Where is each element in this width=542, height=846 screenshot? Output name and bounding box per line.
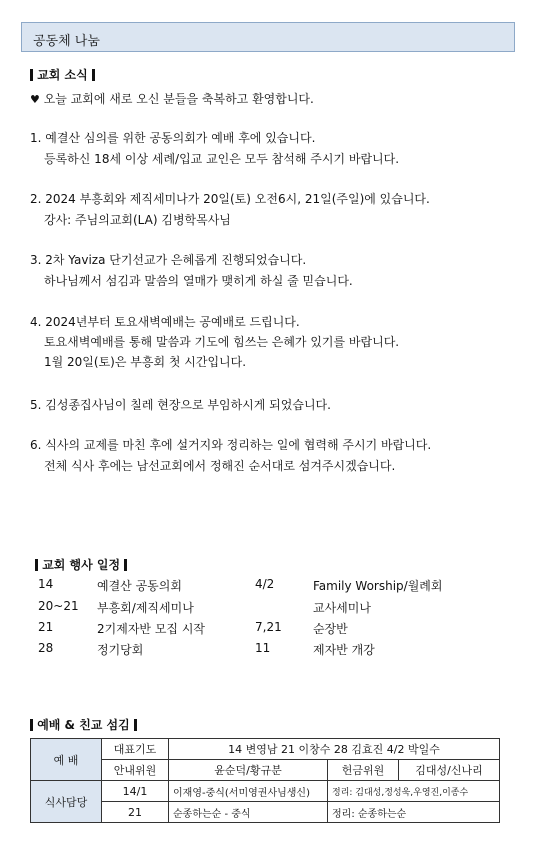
worship-table [30,738,500,823]
meal-date: 21 [102,802,169,823]
news-item-6: 6. 식사의 교제를 마친 후에 설거지와 정리하는 일에 협력해 주시기 바랍니다. [30,438,432,452]
usher-value: 윤순덕/황규분 [169,760,328,781]
news-item-4-detail-2: 1월 20일(토)은 부흥회 첫 시간입니다. [44,355,247,369]
schedule-date: 11 [255,641,271,655]
news-item-1-detail: 등록하신 18세 이상 세례/입교 교인은 모두 참석해 주시기 바랍니다. [44,152,400,166]
offering-label: 헌금위원 [328,760,399,781]
schedule-date: 21 [38,620,54,634]
meal-duty: 이재영-중식(서미영권사님생신) [169,781,328,802]
worship-heading: 예배 & 친교 섬김 [30,716,137,733]
meal-cleanup: 정리: 순종하는순 [328,802,500,823]
news-item-2: 2. 2024 부흥회와 제직세미나가 20일(토) 오전6시, 21일(주일)에 있습니다. [30,192,430,206]
schedule-date: 28 [38,641,54,655]
news-item-5: 5. 김성종집사님이 칠레 현장으로 부임하시게 되었습니다. [30,398,331,412]
news-item-3-detail: 하나님께서 섬김과 말씀의 열매가 맺히게 하실 줄 믿습니다. [44,274,353,288]
section-banner [21,22,515,52]
worship-label: 예 배 [31,739,102,781]
heart-icon: ♥ [30,93,40,106]
news-item-3: 3. 2차 Yaviza 단기선교가 은혜롭게 진행되었습니다. [30,253,307,267]
schedule-event: 순장반 [313,622,348,636]
schedule-event: 제자반 개강 [313,643,375,657]
welcome-line: ♥ 오늘 교회에 새로 오신 분들을 축복하고 환영합니다. [30,92,314,106]
schedule-date: 7,21 [255,620,282,634]
offering-value: 김대성/신나리 [399,760,500,781]
schedule-event: Family Worship/월례회 [313,579,443,593]
news-item-6-detail: 전체 식사 후에는 남선교회에서 정해진 순서대로 섬겨주시겠습니다. [44,459,396,473]
usher-label: 안내위원 [102,760,169,781]
meal-duty: 순종하는순 - 중식 [169,802,328,823]
schedule-event: 교사세미나 [313,601,371,615]
table-row [31,802,500,823]
schedule-event: 2기제자반 모집 시작 [97,622,206,636]
schedule-event: 정기당회 [97,643,144,657]
schedule-date: 14 [38,577,54,591]
schedule-event: 예결산 공동의회 [97,579,182,593]
table-row [31,781,500,802]
news-item-1: 1. 예결산 심의를 위한 공동의회가 예배 후에 있습니다. [30,131,316,145]
meal-cleanup: 정리: 김대성,정성욱,우영진,이종수 [328,781,500,802]
section-title: 공동체 나눔 [33,34,100,49]
news-item-4-detail: 토요새벽예배를 통해 말씀과 기도에 힘쓰는 은혜가 있기를 바랍니다. [44,335,400,349]
news-item-2-detail: 강사: 주님의교회(LA) 김병학목사님 [44,213,231,227]
news-item-4: 4. 2024년부터 토요새벽예배는 공예배로 드립니다. [30,315,300,329]
schedule-event: 부흥회/제직세미나 [97,601,194,615]
table-row [31,760,500,781]
table-row [31,739,500,760]
meal-date: 14/1 [102,781,169,802]
schedule-heading: 교회 행사 일정 [35,556,127,573]
meal-label: 식사담당 [31,781,102,823]
schedule-date: 4/2 [255,577,275,591]
schedule-date: 20~21 [38,599,79,613]
rep-prayer-value: 14 변영남 21 이창수 28 김효진 4/2 박일수 [169,739,500,760]
rep-prayer-label: 대표기도 [102,739,169,760]
news-heading: 교회 소식 [30,66,95,83]
